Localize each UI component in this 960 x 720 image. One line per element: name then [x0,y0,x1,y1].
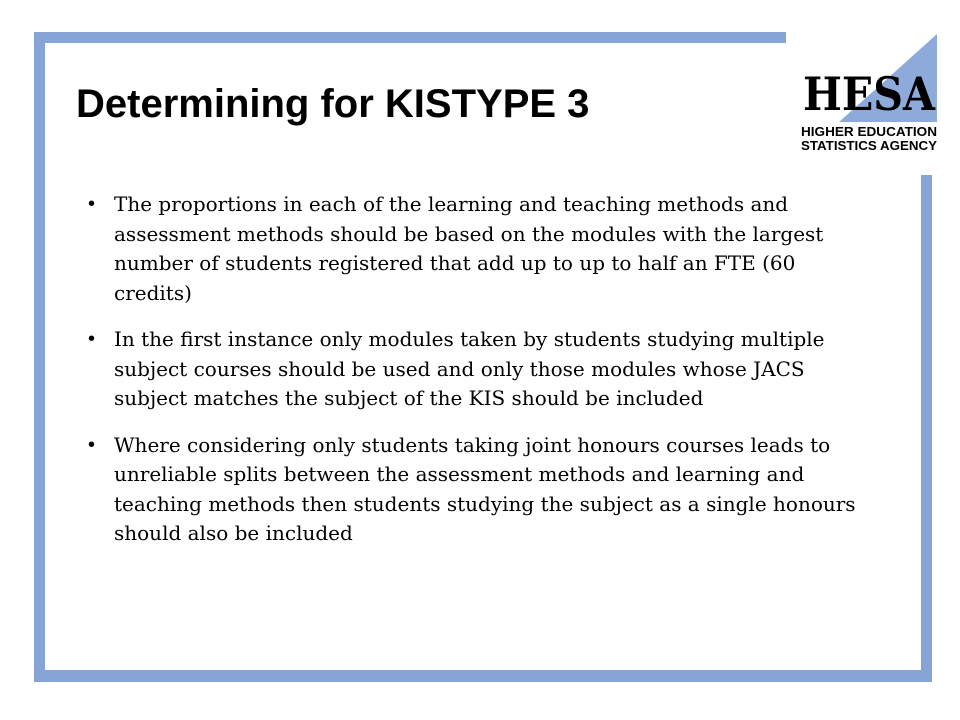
logo-tagline-line2: STATISTICS AGENCY [801,139,938,153]
hesa-logo-graphic [795,34,941,156]
frame-top-bar [34,32,786,43]
slide-title: Determining for KISTYPE 3 [76,82,590,126]
bullet-item [88,190,878,308]
bullet-item [88,431,878,549]
frame-right-bar [921,175,932,682]
hesa-logo [795,34,941,156]
bullet-marker: • [88,328,96,350]
bullet-marker: • [88,433,96,456]
frame-bottom-bar [34,670,932,682]
bullet-text: In the first instance only modules taken by students studying multiple subject courses should be used and only those modules whose JACS subject matches the subject of the KIS should be included [114,327,825,410]
logo-wordmark: HESA [803,67,937,121]
frame-left-bar [34,32,45,682]
bullet-list [88,190,878,566]
logo-tagline-line1: HIGHER EDUCATION [801,125,937,139]
bullet-item [88,325,878,414]
bullet-text: The proportions in each of the learning and teaching methods and assessment methods should be based on the modules with the largest number of students registered that add up to up to half an FTE (60 credits) [114,192,824,305]
bullet-marker: • [88,193,96,215]
bullet-text: Where considering only students taking joint honours courses leads to unreliable splits between the assessment methods and learning and teaching methods then students studying the subject as a single honours should also be included [114,432,856,545]
